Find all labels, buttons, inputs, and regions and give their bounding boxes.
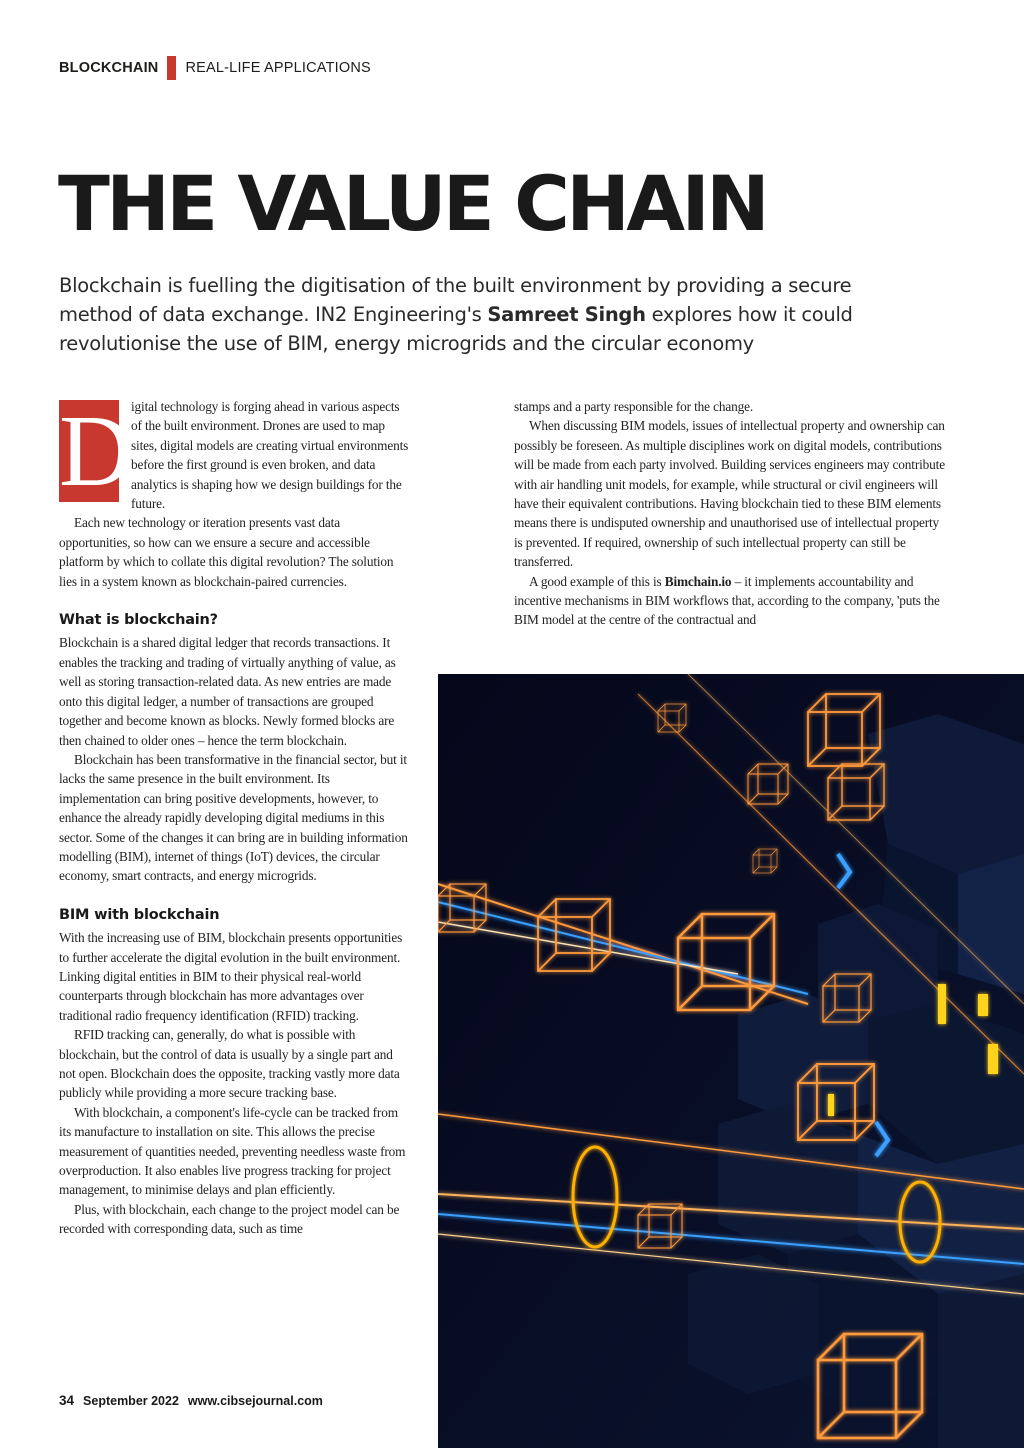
right-paragraph-2: When discussing BIM models, issues of intellectual property and ownership can possibly be foreseen. As multiple disciplines work on digital models, contributions will be made from each party involved. Building services engineers may contribute with air handling unit models, for example, while structural or civil engineers will have their equivalent contributions. Having blockchain tied to these BIM elements means there is undisputed ownership and unauthorised use of intellectual property is prevented. If required, ownership of such intellectual property can still be transferred. bbox=[514, 418, 945, 570]
bim-paragraph-2: RFID tracking can, generally, do what is possible with blockchain, but the control of data is usually by a single part and not open. Blockchain does the opposite, tracking vastly more data publicly while providing a more secure tracking base. bbox=[59, 1027, 400, 1101]
right-paragraph-3-pre: A good example of this is bbox=[529, 573, 665, 589]
intro-paragraph-1: igital technology is forging ahead in various aspects of the built environment. Drones are used to map sites, digital models are creating virtual environments before the first ground is even broken, and data analytics is shaping how we design buildings for the future. bbox=[131, 399, 409, 512]
section-label: BLOCKCHAIN bbox=[59, 60, 159, 76]
author-name: Samreet Singh bbox=[487, 303, 646, 326]
page-number: 34 bbox=[59, 1393, 75, 1408]
bim-paragraph-3: With blockchain, a component's life-cycle can be tracked from its manufacture to installation on site. This allows the precise measurement of quantities needed, preventing needless waste from overproduction. It also enables live progress tracking for project management, to minimise delays and plan efficiently. bbox=[59, 1104, 406, 1198]
left-column bbox=[59, 397, 409, 1239]
article-headline: THE VALUE CHAIN bbox=[58, 159, 767, 248]
section-kicker bbox=[59, 56, 371, 80]
kicker-divider bbox=[167, 56, 176, 80]
blockchain-cubes-illustration bbox=[438, 674, 1024, 1448]
what-paragraph-1: Blockchain is a shared digital ledger that records transactions. It enables the tracking and trading of virtually anything of value, as well as storing transaction-related data. As new entries are made onto this digital ledger, a number of transactions are grouped together and become known as blocks. Newly formed blocks are then chained to older ones – hence the term blockchain. bbox=[59, 635, 396, 748]
bimchain-link-text: Bimchain.io bbox=[664, 573, 732, 589]
standfirst bbox=[59, 271, 879, 358]
right-paragraph-1: stamps and a party responsible for the change. bbox=[514, 399, 754, 414]
illustration-svg bbox=[438, 674, 1024, 1448]
what-paragraph-2: Blockchain has been transformative in the financial sector, but it lacks the same presence in the built environment. Its implementation can bring positive developments, however, to enhance the already rapidly developing digital mediums in this sector. Some of the changes it can bring are in building information modelling (BIM), internet of things (IoT) devices, the circular economy, smart contracts, and energy microgrids. bbox=[59, 751, 408, 884]
issue-date: September 2022 bbox=[83, 1394, 179, 1408]
standfirst-text-pre: Blockchain is fuelling the digitisation of the built environment by providing a secure method of data exchange. IN2 Engineering's bbox=[59, 274, 852, 326]
right-paragraph-3-post: – it implements accountability and incentive mechanisms in BIM workflows that, according to the company, 'puts the BIM model at the centre of the contractual and bbox=[514, 573, 940, 628]
standfirst-text-post: explores how it could revolutionise the use of BIM, energy microgrids and the circular economy bbox=[59, 303, 853, 355]
page-footer bbox=[59, 1393, 323, 1408]
subsection-label: REAL-LIFE APPLICATIONS bbox=[185, 60, 371, 76]
bim-paragraph-4: Plus, with blockchain, each change to the project model can be recorded with corresponding data, such as time bbox=[59, 1201, 400, 1237]
bim-paragraph-1: With the increasing use of BIM, blockchain presents opportunities to further accelerate the digital evolution in the built environment. Linking digital entities in BIM to their physical real-world counterparts through blockchain has more advantages over traditional radio frequency identification (RFID) tracking. bbox=[59, 930, 403, 1023]
right-column bbox=[514, 397, 946, 630]
right-paragraph-3 bbox=[514, 572, 946, 630]
drop-cap: D bbox=[59, 395, 133, 508]
website-url: www.cibsejournal.com bbox=[187, 1394, 323, 1408]
subheading-what-is-blockchain: What is blockchain? bbox=[59, 612, 218, 629]
intro-paragraph-2: Each new technology or iteration presents vast data opportunities, so how can we ensure a secure and accessible platform by which to collate this digital revolution? The solution lies in a system known as blockchain-paired currencies. bbox=[59, 515, 394, 589]
subheading-bim-with-blockchain: BIM with blockchain bbox=[59, 906, 220, 923]
